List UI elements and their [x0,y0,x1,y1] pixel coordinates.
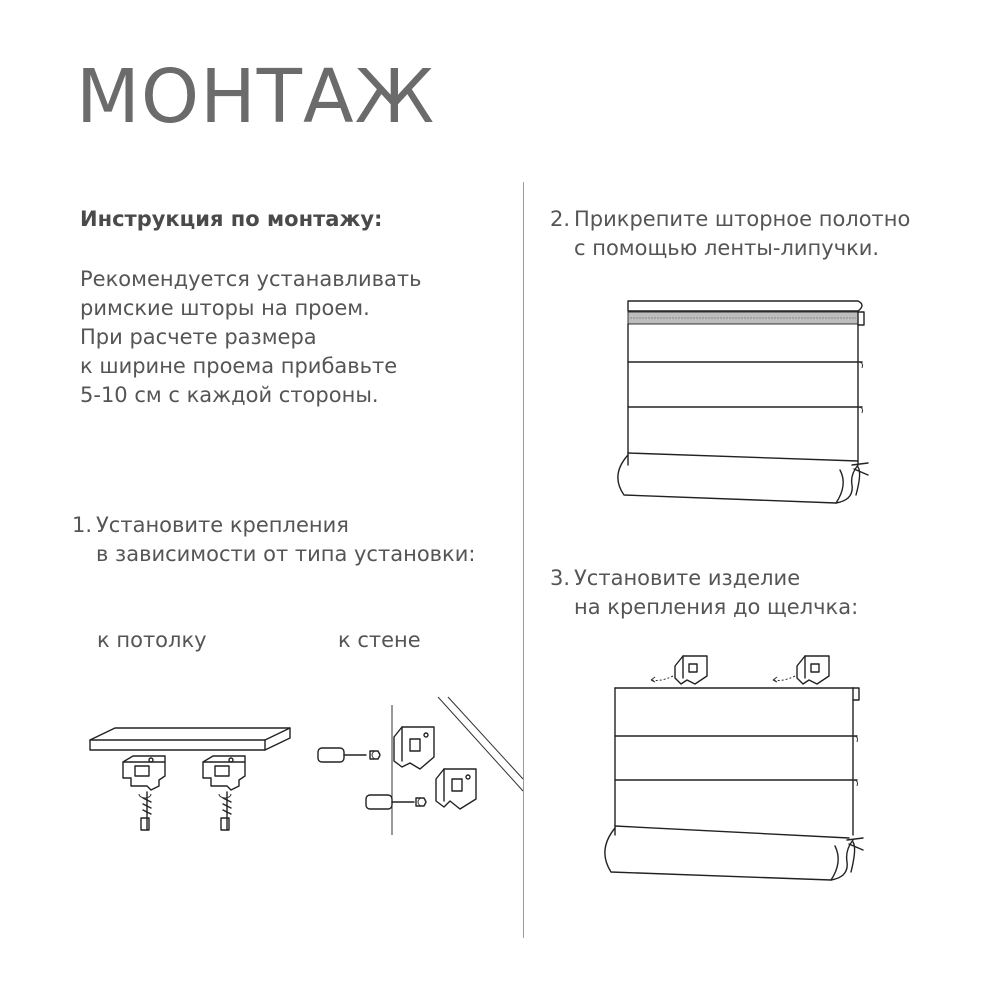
step-number: 1. [72,513,93,537]
step-3 [550,564,858,622]
step-line: Прикрепите шторное полотно [574,207,911,231]
cornice-rail [628,301,862,311]
bracket-icon [436,769,476,809]
shade-fabric [618,312,868,503]
bracket-icon [123,756,165,790]
step-2 [550,205,910,263]
instructions-heading: Инструкция по монтажу: [80,207,383,231]
screw-icon [139,792,151,830]
roman-shade-velcro-illustration [600,295,875,515]
screwdriver-icon [318,748,380,762]
step-line: на крепления до щелчка: [574,595,859,619]
step-1 [72,511,475,569]
step-number: 2. [550,207,571,231]
step-line: Установите крепления [96,513,349,537]
shade-on-brackets-illustration [595,650,875,885]
intro-line: к ширине проема прибавьте [80,354,398,378]
bracket-icon [651,656,707,684]
intro-paragraph [80,265,510,410]
velcro-strip [628,312,858,324]
step-line: в зависимости от типа установки: [96,542,476,566]
wall-edge [392,697,523,835]
bracket-icon [203,756,245,790]
ceiling-mount-label: к потолку [97,628,207,652]
screwdriver-icon [366,795,426,809]
shade-fabric [605,688,863,880]
intro-line: При расчете размера [80,325,317,349]
bracket-icon [394,727,434,769]
intro-line: 5-10 см с каждой стороны. [80,383,379,407]
page-title: МОНТАЖ [76,54,436,140]
step-number: 3. [550,566,571,590]
bracket-icon [773,656,829,684]
ceiling-board [90,728,290,750]
screw-icon [219,792,231,830]
intro-line: Рекомендуется устанавливать [80,267,422,291]
wall-mount-label: к стене [338,628,421,652]
step-line: Установите изделие [574,566,801,590]
step-line: с помощью ленты-липучки. [574,236,880,260]
intro-line: римские шторы на проем. [80,296,370,320]
ceiling-mount-illustration [85,720,300,840]
wall-mount-illustration [310,695,525,840]
